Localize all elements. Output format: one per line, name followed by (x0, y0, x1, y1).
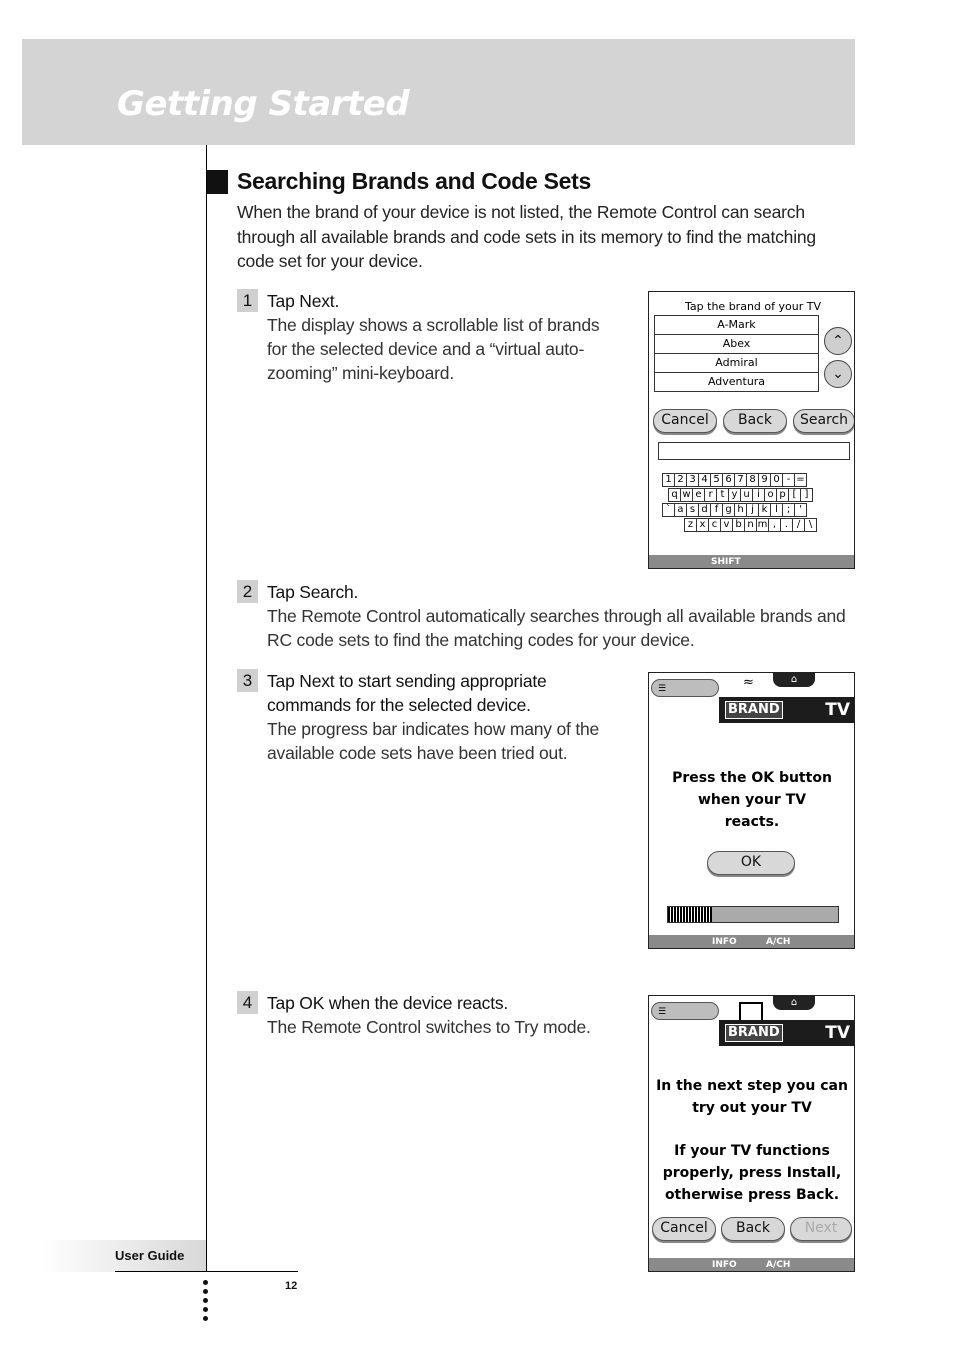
key[interactable]: l (770, 503, 783, 517)
keyboard-row-home (663, 503, 807, 517)
chevron-down-icon: ⌄ (832, 366, 844, 382)
key[interactable]: x (696, 518, 709, 532)
key[interactable]: 2 (674, 473, 687, 487)
key[interactable]: 8 (746, 473, 759, 487)
chevron-up-icon: ⌃ (832, 333, 844, 349)
ach-button[interactable]: A/CH (766, 937, 791, 947)
step-heading: Tap Next. (267, 291, 340, 311)
key[interactable]: n (744, 518, 757, 532)
progress-fill (668, 907, 712, 922)
step-description: The Remote Control automatically searches through all available brands and RC code sets to find the matching codes for your device. (267, 606, 846, 650)
keyboard-row-numbers (663, 473, 807, 487)
footer-rule (115, 1271, 298, 1272)
key[interactable]: 0 (770, 473, 783, 487)
page-title: Getting Started (117, 84, 410, 124)
key[interactable]: w (680, 488, 693, 502)
step-3 (267, 669, 612, 765)
shift-key[interactable]: SHIFT (711, 557, 741, 567)
key[interactable]: p (776, 488, 789, 502)
brand-tag: BRAND (725, 701, 783, 719)
step-heading: Tap Next to start sending appropriate commands for the selected device. (267, 671, 547, 715)
key[interactable]: e (692, 488, 705, 502)
screen-prompt: Tap the brand of your TV (685, 300, 821, 313)
brand-item[interactable]: Admiral (654, 353, 819, 373)
key[interactable]: = (794, 473, 807, 487)
key[interactable]: s (686, 503, 699, 517)
key[interactable]: 1 (662, 473, 675, 487)
scroll-down-button[interactable] (824, 360, 852, 388)
menu-icon: ☰ (658, 1007, 667, 1017)
search-input[interactable] (658, 442, 850, 460)
step-2 (267, 580, 857, 652)
home-button[interactable] (773, 996, 815, 1010)
step-description: The Remote Control switches to Try mode. (267, 1017, 591, 1037)
ach-button[interactable]: A/CH (766, 1260, 791, 1270)
brand-item[interactable]: A-Mark (654, 315, 819, 335)
key[interactable]: b (732, 518, 745, 532)
key[interactable]: f (710, 503, 723, 517)
message-line: If your TV functions (674, 1143, 830, 1159)
key[interactable]: ; (782, 503, 795, 517)
key[interactable]: c (708, 518, 721, 532)
key[interactable]: q (668, 488, 681, 502)
key[interactable]: - (782, 473, 795, 487)
key[interactable]: 4 (698, 473, 711, 487)
brand-list (654, 316, 819, 392)
back-button[interactable]: Back (721, 1217, 785, 1241)
step-heading: Tap OK when the device reacts. (267, 993, 509, 1013)
step-1 (267, 289, 612, 385)
brand-search-screen (648, 291, 855, 569)
bottom-bar (649, 555, 854, 568)
step-number: 3 (237, 669, 258, 692)
message-line: reacts. (724, 814, 780, 830)
key[interactable]: ` (662, 503, 675, 517)
message-line: properly, press Install, (662, 1165, 842, 1181)
device-tag: TV (825, 1023, 850, 1043)
back-button[interactable]: Back (723, 409, 787, 433)
key[interactable]: ] (800, 488, 813, 502)
cancel-button[interactable]: Cancel (652, 1217, 716, 1241)
step-number: 2 (237, 580, 258, 603)
message-line: when your TV (697, 792, 807, 808)
scroll-up-button[interactable] (824, 327, 852, 355)
key[interactable]: v (720, 518, 733, 532)
home-icon: ⌂ (790, 674, 798, 685)
brand-item[interactable]: Adventura (654, 372, 819, 392)
key[interactable]: 3 (686, 473, 699, 487)
key[interactable]: i (752, 488, 765, 502)
key[interactable]: , (768, 518, 781, 532)
key[interactable]: 5 (710, 473, 723, 487)
keyboard-row-bottom (685, 518, 817, 532)
message-line: try out your TV (692, 1100, 812, 1116)
search-button[interactable]: Search (793, 409, 855, 433)
key[interactable]: 9 (758, 473, 771, 487)
device-bar (719, 697, 855, 723)
section-title: Searching Brands and Code Sets (237, 168, 591, 194)
key[interactable]: t (716, 488, 729, 502)
brand-item[interactable]: Abex (654, 334, 819, 354)
key[interactable]: z (684, 518, 697, 532)
step-number: 4 (237, 991, 258, 1014)
key[interactable]: j (746, 503, 759, 517)
home-button[interactable] (773, 673, 815, 687)
next-button[interactable]: Next (790, 1217, 852, 1241)
key[interactable]: r (704, 488, 717, 502)
margin-rule (206, 145, 207, 1272)
step-number: 1 (237, 289, 258, 312)
menu-button[interactable] (651, 679, 719, 697)
keyboard-row-qwerty (669, 488, 813, 502)
key[interactable]: ' (794, 503, 807, 517)
key[interactable]: d (698, 503, 711, 517)
home-icon: ⌂ (790, 997, 798, 1008)
step-description: The progress bar indicates how many of the available code sets have been tried out. (267, 719, 600, 763)
key[interactable]: / (792, 518, 805, 532)
info-button[interactable]: INFO (712, 937, 737, 947)
device-bar (719, 1020, 855, 1046)
bottom-bar (649, 935, 854, 948)
message-line: In the next step you can (656, 1078, 848, 1094)
install-message (649, 1140, 855, 1206)
key[interactable]: g (722, 503, 735, 517)
bottom-bar (649, 1258, 854, 1271)
key[interactable]: 6 (722, 473, 735, 487)
menu-button[interactable] (651, 1002, 719, 1020)
cancel-button[interactable]: Cancel (653, 409, 717, 433)
message-line: Press the OK button (672, 770, 832, 786)
message-line: otherwise press Back. (664, 1187, 840, 1203)
device-icon (739, 1002, 763, 1020)
instruction-message (649, 767, 855, 833)
device-tag: TV (825, 700, 850, 720)
key[interactable]: m (757, 519, 768, 530)
step-description: The display shows a scrollable list of brands for the selected device and a “virtual auto-zooming” mini-keyboard. (267, 315, 600, 383)
info-message (649, 1075, 855, 1119)
brand-tag: BRAND (725, 1024, 783, 1042)
key[interactable]: [ (788, 488, 801, 502)
progress-bar (667, 906, 839, 923)
ok-button[interactable]: OK (707, 851, 795, 875)
footer-dots (203, 1280, 209, 1325)
menu-icon: ☰ (658, 684, 667, 694)
section-marker (207, 170, 228, 194)
step-4 (267, 991, 612, 1039)
footer-label: User Guide (115, 1248, 185, 1263)
key[interactable]: y (728, 488, 741, 502)
key[interactable]: \ (804, 518, 817, 532)
section-intro: When the brand of your device is not listed, the Remote Control can search through all available brands and code sets in its memory to find the matching code set for your device. (237, 202, 816, 271)
key[interactable]: k (758, 503, 771, 517)
page-number: 12 (285, 1280, 298, 1292)
key[interactable]: 7 (734, 473, 747, 487)
key[interactable]: h (734, 503, 747, 517)
transmit-icon: ≈ (743, 675, 754, 690)
info-button[interactable]: INFO (712, 1260, 737, 1270)
key[interactable]: o (764, 488, 777, 502)
step-heading: Tap Search. (267, 582, 359, 602)
key[interactable]: u (740, 488, 753, 502)
try-mode-screen (648, 995, 855, 1272)
key[interactable]: . (780, 518, 793, 532)
code-search-screen (648, 672, 855, 949)
key[interactable]: a (674, 503, 687, 517)
